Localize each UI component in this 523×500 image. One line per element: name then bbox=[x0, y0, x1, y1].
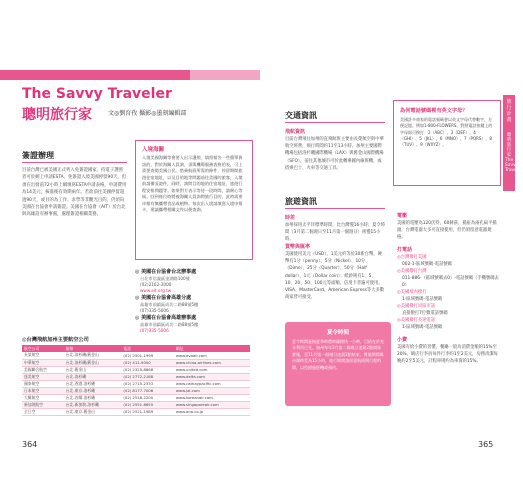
top-color-stripe bbox=[190, 70, 260, 80]
table-cell: (02) 412-9000 bbox=[121, 359, 173, 366]
table-cell-link[interactable]: www.united.com bbox=[174, 366, 250, 373]
side-tab-label: 旅行計畫 bbox=[506, 99, 512, 123]
subsection-title: 打電話 bbox=[397, 247, 413, 253]
subsection-title: 貨幣與匯率 bbox=[285, 244, 311, 250]
table-cell-link[interactable]: www.koreanair.com bbox=[174, 394, 250, 401]
table-header: 航空公司 bbox=[22, 345, 64, 352]
section-body: 美國使用美元（USD），1美元約等於30新台幣。硬幣有1分（penny）、5分（Nickel）、10分（Dime）、25分（Quarter）、50分（Half dollar）、1元（Dollar coin）；紙鈔則有1、5、10、20、50、100元等面額。信用卡普遍可使用，VISA、MasterCard、American Express等大多數商家皆可接受。 bbox=[285, 252, 385, 301]
table-cell-link[interactable]: www.cathaypacific.com bbox=[174, 380, 250, 387]
table-cell: 美國聯合航空 bbox=[22, 366, 64, 373]
airline-table bbox=[22, 345, 250, 416]
table-cell: 台北-洛杉磯/舊金山 bbox=[64, 359, 122, 366]
table-cell: (02) 2715-2333 bbox=[121, 380, 173, 387]
table-cell-link[interactable]: www.evaair.com bbox=[174, 352, 250, 359]
phone-line: 1-區域號碼-電話號碼 bbox=[402, 297, 443, 302]
subsection-title: 飛航資訊 bbox=[285, 129, 306, 135]
section-title-visa: 簽證辦理 bbox=[22, 151, 54, 160]
section-body: 美國有給小費的習慣，餐廳一般為消費金額的15%至20%，飯店行李員每件行李約1至2美元，房務清潔每晚約2至5美元，計程車則約為車資的15%。 bbox=[397, 345, 498, 365]
title-english: The Savvy Traveler bbox=[22, 86, 172, 102]
table-cell-link[interactable]: www.singaporeair.com bbox=[174, 401, 250, 408]
tip-box-title: 夏令時間 bbox=[326, 330, 349, 336]
table-header-row bbox=[22, 345, 250, 352]
office-title: ◎ 美國在台協會高雄分處 bbox=[135, 295, 192, 301]
table-cell: 日本航空 bbox=[22, 387, 64, 394]
phone-line: 直接撥打7位數電話號碼 bbox=[402, 311, 448, 316]
office-line: 高雄市前鎮區成功二路88號5樓 bbox=[140, 302, 199, 307]
subsection-title: 時差 bbox=[285, 215, 296, 221]
office-line: (07)335-5006 bbox=[140, 308, 169, 313]
table-row bbox=[22, 408, 250, 415]
phone-line: ◎美國撥打長途電話 bbox=[397, 318, 436, 323]
table-cell: (02) 8177-7006 bbox=[121, 387, 173, 394]
table-cell: 新加坡航空 bbox=[22, 401, 64, 408]
left-page bbox=[0, 0, 260, 500]
section-title-travel: 旅遊資訊 bbox=[285, 197, 317, 206]
table-row bbox=[22, 394, 250, 401]
table-cell: (02) 2551-6655 bbox=[121, 401, 173, 408]
table-cell: (02) 2501-1999 bbox=[121, 352, 173, 359]
airline-table-title: ◎台灣飛航加州主要航空公司 bbox=[22, 337, 89, 343]
table-cell: (02) 2772-2188 bbox=[121, 373, 173, 380]
table-cell: 台北-首爾-洛杉磯 bbox=[64, 394, 122, 401]
phone-line: 002-1-區域號碼-電話號碼 bbox=[402, 262, 452, 267]
side-tab bbox=[503, 95, 523, 191]
table-row bbox=[22, 401, 250, 408]
info-box-title: 入境海關 bbox=[142, 147, 165, 153]
credits: 文◎劉育孜 攝影◎墨刻編輯部 bbox=[108, 110, 187, 117]
section-divider bbox=[285, 208, 385, 209]
table-row bbox=[22, 387, 250, 394]
question-box-phone-letters bbox=[393, 100, 501, 186]
table-cell-link[interactable]: www.ana.co.jp bbox=[174, 408, 250, 415]
table-cell: 長榮航空 bbox=[22, 352, 64, 359]
table-cell: 台北-東京-舊金山 bbox=[64, 408, 122, 415]
table-cell-link[interactable]: www.jal.com bbox=[174, 387, 250, 394]
office-line: (02)2162-2000 bbox=[140, 282, 172, 287]
table-row bbox=[22, 373, 250, 380]
question-box-title: 為何電話號碼裡有英文字母？ bbox=[400, 108, 468, 114]
table-cell: 全日空 bbox=[22, 408, 64, 415]
table-cell: 大韓航空 bbox=[22, 394, 64, 401]
top-color-bar bbox=[0, 70, 260, 80]
info-box-customs bbox=[135, 140, 253, 260]
table-cell: 中華航空 bbox=[22, 359, 64, 366]
section-title-transport: 交通資訊 bbox=[285, 111, 317, 120]
page-number-left: 364 bbox=[22, 440, 38, 449]
page-number-right: 365 bbox=[478, 440, 494, 449]
section-body-visa: 目前台灣已被美國正式列入免簽證國家，持電子護照者可於網上申請ESTA，免簽證入境美國停留90天，但須在出發前72小時上網填寫ESTA申請表格，申請費用為14美元，核准後有效期兩年。若欲前往美國停留超過90天，或目的為工作、求學等非觀光目的，仍須向美國在台協會申請簽證。美國在台協會（AIT）於台北與高雄設有辦事處，處理簽證相關業務。 bbox=[22, 168, 127, 218]
office-title: ◎ 美國在台協會高雄辦事處 bbox=[135, 315, 197, 321]
table-cell: 台北-新加坡-洛杉磯 bbox=[64, 401, 122, 408]
office-line: 台北市信義區金湖路100號 bbox=[140, 276, 190, 281]
phone-line: ◎美國撥打同區市話 bbox=[397, 304, 436, 309]
phone-line: 011-886-（區域號碼去0）-電話號碼（手機號碼去0） bbox=[402, 276, 499, 289]
phone-line: ◎美國境內撥打 bbox=[397, 290, 427, 295]
subsection-title: 電壓 bbox=[397, 213, 408, 219]
office-link[interactable]: www.ait.org.tw bbox=[140, 288, 172, 293]
table-row bbox=[22, 366, 250, 373]
table-cell: 台北-香港-洛杉磯 bbox=[64, 380, 122, 387]
tip-box-body: 夏令時間是指夏季時將時鐘撥快一小時，目的在於充分利用日光。加州每年3月第二個週日凌晨2點開始實施，至11月第一個週日凌晨2點結束。實施期間與台灣時差為15小時，旅行期間請留意航班與行程時間，以免錯過班機或預約。 bbox=[292, 339, 384, 370]
table-cell-link[interactable]: www.china-airlines.com bbox=[174, 359, 250, 366]
table-cell: 台北-洛杉磯/舊金山 bbox=[64, 352, 122, 359]
table-cell-link[interactable]: www.delta.com bbox=[174, 373, 250, 380]
section-body: 美國的電壓為120伏特，60赫茲，插座為兩孔扁平插頭，台灣電器大多可直接使用，但仍須留意電器規格。 bbox=[397, 221, 497, 241]
table-row bbox=[22, 380, 250, 387]
side-tab-sublabel: 聰明旅行家 The Savvy Traveler bbox=[505, 133, 523, 173]
table-cell: 台北-舊金山 bbox=[64, 366, 122, 373]
tip-box-daylight-saving bbox=[285, 322, 391, 406]
table-cell: 國泰航空 bbox=[22, 380, 64, 387]
office-link[interactable]: (07)335-5006 bbox=[140, 328, 169, 333]
table-row bbox=[22, 352, 250, 359]
title-chinese: 聰明旅行家 bbox=[22, 107, 92, 123]
office-line: 高雄市前鎮區成功二路88號5樓 bbox=[140, 322, 199, 327]
table-header: 網址 bbox=[174, 345, 250, 352]
subsection-title: 小費 bbox=[397, 337, 408, 343]
table-cell: 台北-東京-洛杉磯 bbox=[64, 387, 122, 394]
section-body: 目前台灣飛往加州的直飛航班主要由長榮航空與中華航空經營，飛行時間約11至13小時。加州主要國際機場包括洛杉磯國際機場（LAX）與舊金山國際機場（SFO），前往其他城市可於此轉乘國內線班機，或搭乘巴士、火車等交通工具。 bbox=[285, 137, 384, 171]
question-box-body: 美國許多商家的電話號碼會以英文字母代替數字，方便記憶。例如1-800-FLOWERS，對照電話按鍵上的字母即可撥打：2（ABC）、3（DEF）、4（GHI）、5（JKL）、6（MNO）、7（PQRS）、8（TUV）、9（WXYZ）。 bbox=[400, 117, 493, 148]
phone-line: 1-區域號碼-電話號碼 bbox=[402, 325, 443, 330]
info-box-body: 入境美國海關等會要入出示護照、填寫報告一些簡單資訊的，對於海關人員詢，須與機場服務表格的表，可上需要查閱美國公民。搭乘航班所需的條件、停留期間旅遊住宿地址，以及目的地等問題前往美國的旅客，入境前請備妥證件，同時，詢問目的地的住宿地址、旅遊行程安排問題等。如果對方表示等待一段時間，請耐心等候。回到座位時將被海關人員詢問旅行目的，此時需要申報有無攜帶食品或植物。每次出入境請填寫入境申報卡，建議攜帶相關文件以便查詢。 bbox=[142, 155, 243, 212]
table-cell: (02) 2521-1989 bbox=[121, 408, 173, 415]
table-cell: (02) 2325-8868 bbox=[121, 366, 173, 373]
table-cell: (02) 2518-2200 bbox=[121, 394, 173, 401]
phone-line: ◎台灣撥打美國 bbox=[397, 255, 427, 260]
table-header: 航線 bbox=[64, 345, 122, 352]
section-divider bbox=[22, 162, 127, 163]
phone-line: ◎美國撥打台灣 bbox=[397, 269, 427, 274]
table-cell: 台北-洛杉磯 bbox=[64, 373, 122, 380]
table-header: 電話 bbox=[121, 345, 173, 352]
table-cell: 達美航空 bbox=[22, 373, 64, 380]
section-divider bbox=[285, 122, 385, 123]
section-body: 加州採用太平洋標準時間，比台灣慢16小時；夏令時間（3月第二個週日至11月第一個週日）則慢15小時。 bbox=[285, 223, 385, 243]
table-row bbox=[22, 359, 250, 366]
office-title: ◎ 美國在台協會台北辦事處 bbox=[135, 269, 197, 275]
